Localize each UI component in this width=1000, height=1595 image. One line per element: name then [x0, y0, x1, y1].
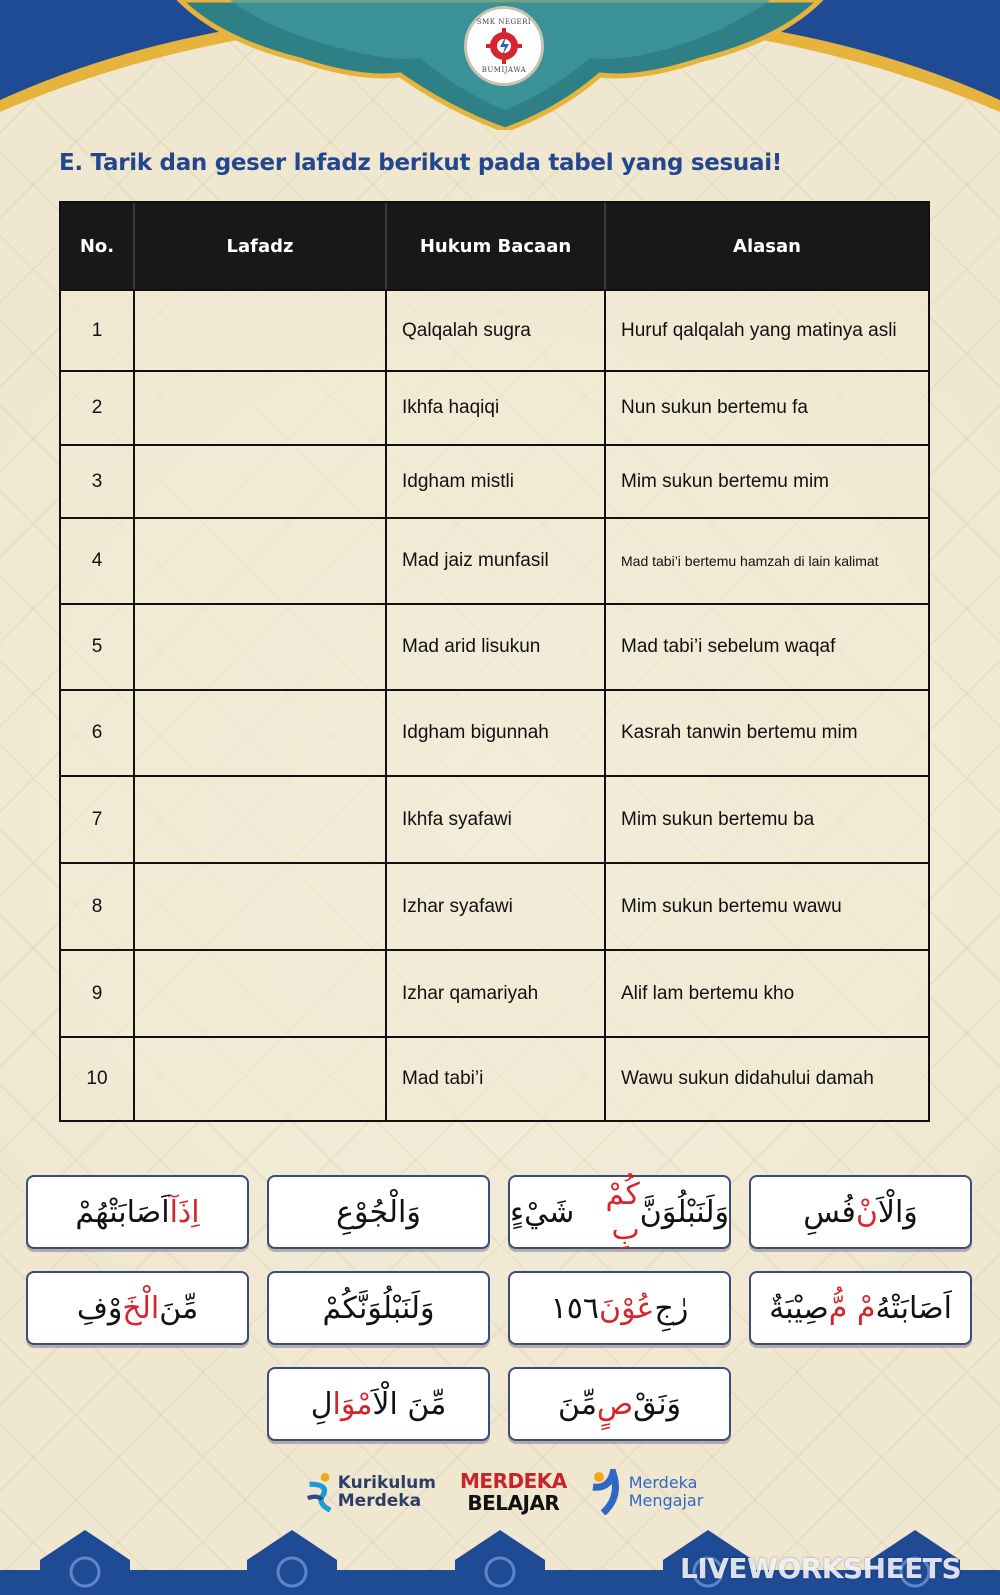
hukum-cell: Mad tabi’i [387, 1038, 606, 1120]
lafadz-drop-zone[interactable] [135, 519, 387, 603]
table-row [61, 370, 928, 444]
lafadz-tile[interactable] [26, 1175, 249, 1249]
lafadz-drop-zone[interactable] [135, 951, 387, 1036]
tile-text: وَنَقْ [633, 1386, 682, 1422]
tile-highlight: مْ مُّ [828, 1290, 876, 1326]
tile-text: وَالْاَ [877, 1194, 918, 1230]
row-number: 10 [61, 1038, 135, 1120]
mengajar-text: Mengajar [628, 1491, 704, 1510]
tile-text: شَيْءٍ [510, 1194, 575, 1230]
alasan-cell: Mim sukun bertemu mim [621, 470, 829, 492]
tile-text: اَصَابَتْهُ [875, 1290, 952, 1326]
school-emblem [464, 6, 544, 86]
tile-text: مِّنَ [557, 1386, 597, 1422]
emblem-bottom-text: BUMIJAWA [481, 66, 527, 74]
tile-text: وَلَنَبْلُوَنَّكُمْ [322, 1290, 435, 1326]
tile-text: صِيْبَةٌ [769, 1290, 829, 1326]
alasan-cell: Mad tabi’i bertemu hamzah di lain kalimat [621, 553, 879, 569]
page-title: E. Tarik dan geser lafadz berikut pada tabel yang sesuai! [59, 150, 782, 176]
kurikulum-merdeka-logo [306, 1469, 436, 1515]
merdeka-belajar-logo [460, 1470, 567, 1514]
tile-highlight: نْ [855, 1194, 878, 1230]
alasan-cell: Mim sukun bertemu ba [621, 808, 815, 830]
lafadz-tile[interactable] [508, 1175, 731, 1249]
tile-text: رٰجِ [654, 1290, 689, 1326]
kurikulum-text: Kurikulum [337, 1473, 436, 1493]
alasan-cell: Huruf qalqalah yang matinya asli [621, 319, 897, 341]
tile-text: اَصَابَتْهُمْ [75, 1194, 170, 1230]
row-number: 4 [61, 519, 135, 603]
program-logos [306, 1462, 704, 1522]
alasan-cell: Mim sukun bertemu wawu [621, 895, 842, 917]
tile-text: مِّنَ [159, 1290, 199, 1326]
table-row [61, 444, 928, 517]
tile-text: وَلَنَبْلُوَنَّ [639, 1194, 729, 1230]
lafadz-tile[interactable] [267, 1367, 490, 1441]
alasan-cell: Mad tabi’i sebelum waqaf [621, 636, 836, 657]
hukum-cell: Ikhfa syafawi [387, 777, 606, 862]
lafadz-tile[interactable] [267, 1175, 490, 1249]
lafadz-tile[interactable] [749, 1175, 972, 1249]
header-alasan: Alasan [733, 235, 801, 257]
gear-icon [484, 26, 524, 66]
row-number: 1 [61, 291, 135, 370]
lafadz-drop-zone[interactable] [135, 446, 387, 517]
table-row [61, 289, 928, 370]
lafadz-tile[interactable] [508, 1367, 731, 1441]
lafadz-drop-zone[interactable] [135, 291, 387, 370]
lafadz-drop-zone[interactable] [135, 777, 387, 862]
merdeka-text: Merdeka [628, 1473, 698, 1492]
liveworksheets-watermark: LIVEWORKSHEETS [680, 1552, 962, 1585]
row-number: 2 [61, 372, 135, 444]
tile-highlight: كُمْ بِ [605, 1177, 640, 1247]
hukum-cell: Qalqalah sugra [387, 291, 606, 370]
lafadz-drop-zone[interactable] [135, 372, 387, 444]
table-row [61, 949, 928, 1036]
lafadz-drop-zone[interactable] [135, 864, 387, 949]
lafadz-tile[interactable] [749, 1271, 972, 1345]
merdeka-mengajar-logo [591, 1469, 704, 1515]
alasan-cell: Nun sukun bertemu fa [621, 397, 808, 418]
header-hukum-bacaan: Hukum Bacaan [387, 203, 606, 289]
table-row [61, 775, 928, 862]
alasan-cell: Kasrah tanwin bertemu mim [621, 722, 858, 743]
tile-highlight: عُوْنَ [599, 1290, 655, 1326]
hukum-cell: Mad jaiz munfasil [387, 519, 606, 603]
merdeka-text: Merdeka [337, 1491, 422, 1511]
answer-table [59, 201, 930, 1122]
row-number: 9 [61, 951, 135, 1036]
hukum-cell: Mad arid lisukun [387, 605, 606, 689]
tile-highlight: صٍ [596, 1386, 634, 1422]
header-lafadz: Lafadz [135, 203, 387, 289]
header-no: No. [61, 203, 135, 289]
lafadz-tile[interactable] [26, 1271, 249, 1345]
tile-text: وَالْجُوْعِ [336, 1194, 421, 1230]
row-number: 8 [61, 864, 135, 949]
tile-highlight: مْوَا [332, 1386, 373, 1422]
table-row [61, 862, 928, 949]
lafadz-tile[interactable] [508, 1271, 731, 1345]
row-number: 7 [61, 777, 135, 862]
row-number: 5 [61, 605, 135, 689]
alasan-cell: Wawu sukun didahului damah [621, 1068, 874, 1089]
belajar-word: BELAJAR [467, 1491, 560, 1515]
lafadz-drop-zone[interactable] [135, 691, 387, 775]
lafadz-drop-zone[interactable] [135, 1038, 387, 1120]
hukum-cell: Ikhfa haqiqi [387, 372, 606, 444]
table-row [61, 1036, 928, 1120]
tile-text: لِ [310, 1386, 333, 1422]
hukum-cell: Izhar qamariyah [387, 951, 606, 1036]
emblem-top-text: SMK NEGERI [476, 18, 532, 26]
hukum-cell: Idgham mistli [387, 446, 606, 517]
row-number: 6 [61, 691, 135, 775]
tile-text: فُسِ [803, 1194, 856, 1230]
kurikulum-merdeka-icon [306, 1469, 334, 1515]
table-row [61, 603, 928, 689]
tile-highlight: الْخَ [122, 1290, 160, 1326]
lafadz-tile[interactable] [267, 1271, 490, 1345]
table-header [61, 203, 928, 289]
table-row [61, 689, 928, 775]
tile-text: مِّنَ الْاَ [372, 1386, 447, 1422]
table-row [61, 517, 928, 603]
hukum-cell: Idgham bigunnah [387, 691, 606, 775]
lafadz-drop-zone[interactable] [135, 605, 387, 689]
alasan-cell: Alif lam bertemu kho [621, 982, 795, 1004]
merdeka-word: MERDEKA [460, 1469, 567, 1493]
hukum-cell: Izhar syafawi [387, 864, 606, 949]
merdeka-mengajar-icon [591, 1469, 625, 1515]
tile-text: وْفِ [76, 1290, 123, 1326]
tile-highlight: اِذَآ [169, 1194, 200, 1230]
tile-text: ١٥٦ [550, 1290, 600, 1326]
row-number: 3 [61, 446, 135, 517]
